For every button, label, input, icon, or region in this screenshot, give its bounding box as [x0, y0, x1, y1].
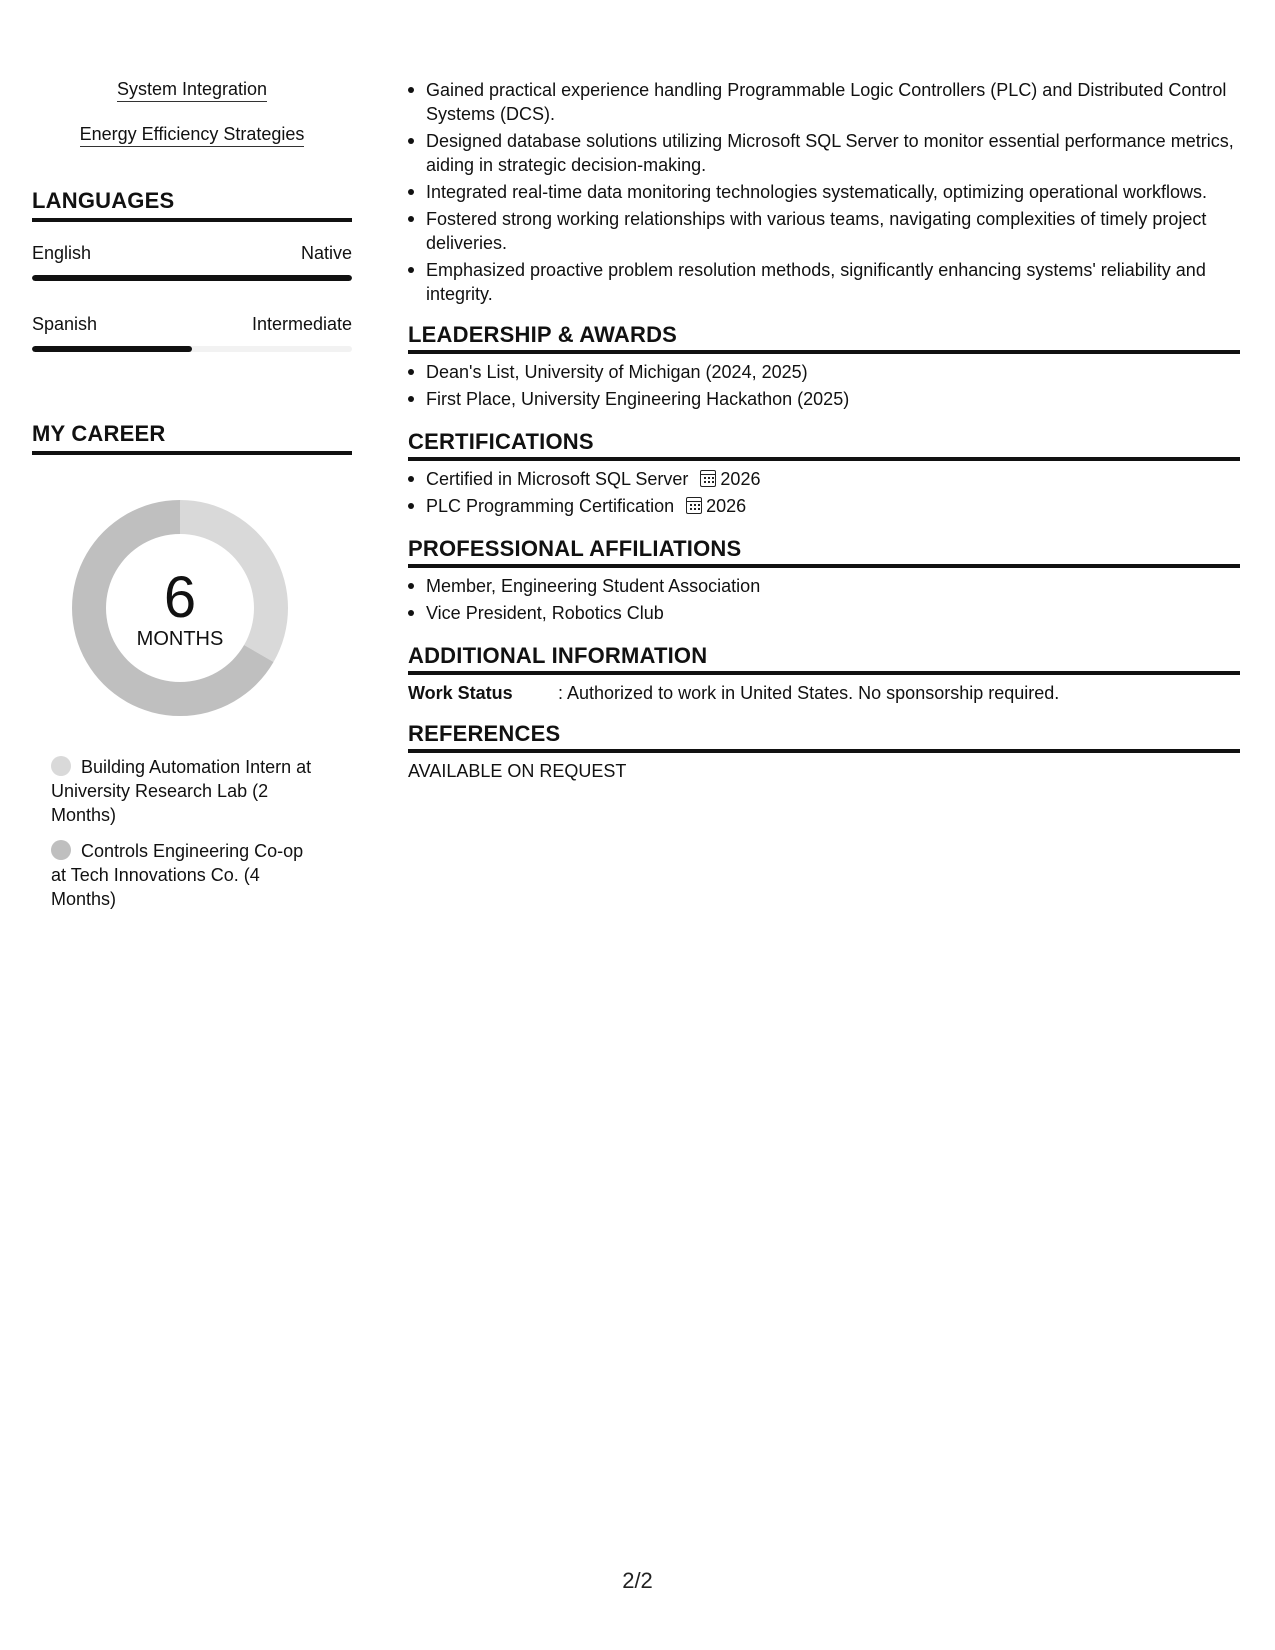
calendar-icon [686, 497, 702, 514]
work-status-row [408, 681, 1240, 705]
languages-heading: LANGUAGES [32, 188, 352, 222]
language-proficiency-bar [32, 346, 352, 352]
language-name: English [32, 243, 92, 263]
certification-item [408, 494, 1240, 518]
additional-info-heading: ADDITIONAL INFORMATION [408, 643, 1240, 675]
language-proficiency-fill [32, 275, 352, 281]
list-item: Member, Engineering Student Association [408, 574, 1240, 598]
language-proficiency-bar [32, 275, 352, 281]
list-item: Vice President, Robotics Club [408, 601, 1240, 625]
list-item: Fostered strong working relationships with various teams, navigating complexities of timely project deliveries. [408, 207, 1240, 255]
references-text: AVAILABLE ON REQUEST [408, 761, 627, 781]
language-level: Native [300, 243, 352, 263]
language-item [32, 242, 352, 281]
leadership-list [408, 360, 1240, 411]
certification-year: 2026 [720, 469, 761, 489]
list-item: Dean's List, University of Michigan (2024, 2025) [408, 360, 1240, 384]
affiliations-list [408, 574, 1240, 625]
legend-dot [51, 840, 71, 860]
career-legend-item [51, 839, 321, 911]
list-item: Designed database solutions utilizing Microsoft SQL Server to monitor essential performance metrics, aiding in strategic decision-making. [408, 129, 1240, 177]
career-legend-item [51, 755, 321, 827]
career-donut-chart [67, 495, 293, 721]
certification-item [408, 467, 1240, 491]
leadership-heading: LEADERSHIP & AWARDS [408, 322, 1240, 354]
legend-label: Building Automation Intern at University Research Lab (2 Months) [51, 757, 312, 825]
certification-name: PLC Programming Certification [426, 496, 675, 516]
page-number: 2/2 [622, 1568, 653, 1593]
right-column [408, 78, 1240, 783]
list-item: Gained practical experience handling Programmable Logic Controllers (PLC) and Distributed Control Systems (DCS). [408, 78, 1240, 126]
certification-name: Certified in Microsoft SQL Server [426, 469, 689, 489]
career-total-unit: MONTHS [136, 628, 224, 650]
list-item: Emphasized proactive problem resolution methods, significantly enhancing systems' reliability and integrity. [408, 258, 1240, 306]
skill-item [32, 78, 352, 102]
skill-label: Energy Efficiency Strategies [80, 123, 305, 147]
career-total-value: 6 [163, 565, 197, 630]
legend-dot [51, 756, 71, 776]
certifications-list [408, 467, 1240, 518]
language-proficiency-fill [32, 346, 192, 352]
language-name: Spanish [32, 314, 98, 334]
list-item: First Place, University Engineering Hackathon (2025) [408, 387, 1240, 411]
legend-label: Controls Engineering Co-op at Tech Innovations Co. (4 Months) [51, 841, 304, 909]
language-item [32, 313, 352, 352]
skill-label: System Integration [117, 78, 267, 102]
left-column [32, 78, 352, 923]
certification-year: 2026 [706, 496, 747, 516]
work-status-value: : Authorized to work in United States. No sponsorship required. [558, 683, 1060, 703]
language-level: Intermediate [251, 314, 352, 334]
references-heading: REFERENCES [408, 721, 1240, 753]
career-heading: MY CAREER [32, 421, 352, 455]
skill-item [32, 123, 352, 147]
list-item: Integrated real-time data monitoring technologies systematically, optimizing operational workflows. [408, 180, 1240, 204]
experience-bullets [408, 78, 1240, 306]
calendar-icon [700, 470, 716, 487]
certifications-heading: CERTIFICATIONS [408, 429, 1240, 461]
work-status-label: Work Status [408, 683, 513, 703]
donut-center [67, 495, 293, 721]
affiliations-heading: PROFESSIONAL AFFILIATIONS [408, 536, 1240, 568]
